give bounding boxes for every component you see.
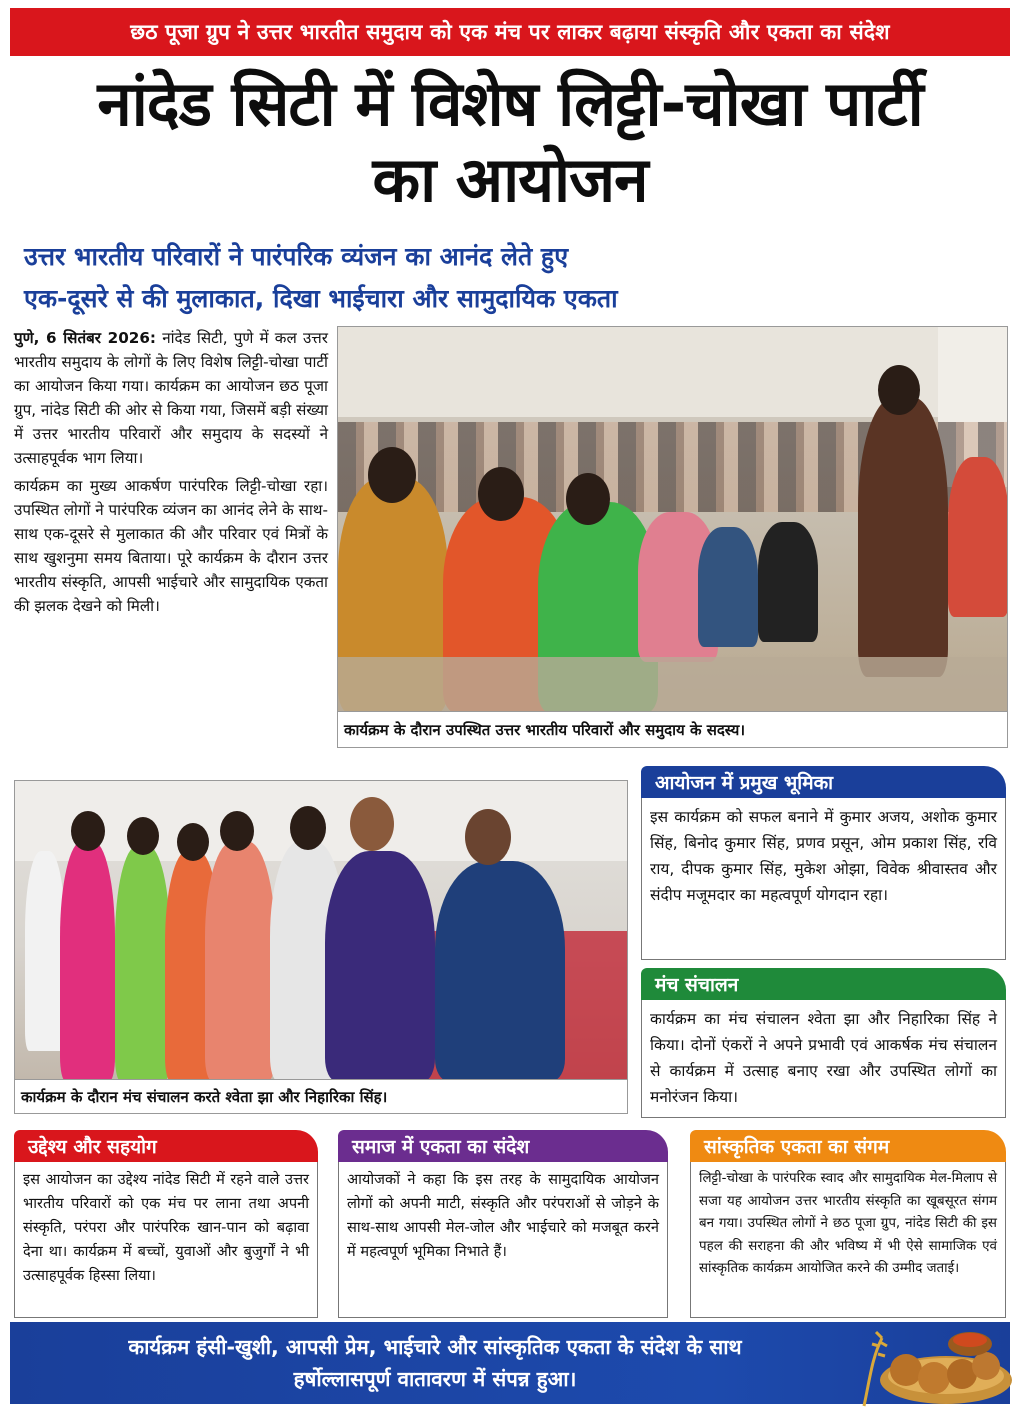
organizers-heading-text: आयोजन में प्रमुख भूमिका [655,772,834,794]
footer-line-1: कार्यक्रम हंसी-खुशी, आपसी प्रेम, भाईचारे और सांस्कृतिक एकता के संदेश के साथ [128,1335,742,1359]
purpose-heading-text: उद्देश्य और सहयोग [28,1136,157,1158]
stage-photo [14,780,628,1080]
subheadline [24,236,1004,320]
unity-heading [338,1130,668,1162]
headline-line-1: नांदेड सिटी में विशेष लिट्टी-चोखा पार्टी [97,67,923,140]
unity-body: आयोजकों ने कहा कि इस तरह के सामुदायिक आयोजन लोगों को अपनी माटी, संस्कृति और परंपराओं से जोड़ने के साथ-साथ आपसी मेल-जोल और भाईचारे को मजबूत करने में महत्वपूर्ण भूमिका निभाते हैं। [338,1162,668,1318]
dateline: पुणे, 6 सितंबर 2026: [14,329,156,347]
culture-body: लिट्टी-चोखा के पारंपरिक स्वाद और सामुदायिक मेल-मिलाप से सजा यह आयोजन उत्तर भारतीय संस्कृति का खूबसूरत संगम बन गया। उपस्थित लोगों ने छठ पूजा ग्रुप, नांदेड सिटी की इस पहल की सराहना की और भविष्य में भी ऐसे सामाजिक एवं सांस्कृतिक कार्यक्रम आयोजित करने की उम्मीद जताई। [690,1162,1006,1318]
unity-heading-text: समाज में एकता का संदेश [352,1136,530,1158]
lead-paragraph-2: कार्यक्रम का मुख्य आकर्षण पारंपरिक लिट्टी-चोखा रहा। उपस्थित लोगों ने पारंपरिक व्यंजन का आनंद लेने के साथ-साथ एक-दूसरे से मुलाकात की और परिवार एवं मित्रों के साथ खुशनुमा समय बिताया। पूरे कार्यक्रम के दौरान उत्तर भारतीय संस्कृति, आपसी भाईचारे और सामुदायिक एकता की झलक देखने को मिली। [14,477,328,615]
audience-photo-caption: कार्यक्रम के दौरान उपस्थित उत्तर भारतीय परिवारों और समुदाय के सदस्य। [337,712,1008,748]
purpose-heading [14,1130,318,1162]
top-banner-text: छठ पूजा ग्रुप ने उत्तर भारतीत समुदाय को एक मंच पर लाकर बढ़ाया संस्कृति और एकता का संदेश [130,20,890,44]
litti-chokha-plate-icon [858,1318,1014,1408]
lead-paragraph-1-text: नांदेड सिटी, पुणे में कल उत्तर भारतीय समुदाय के लोगों के लिए विशेष लिट्टी-चोखा पार्टी का आयोजन किया गया। कार्यक्रम का आयोजन छठ पूजा ग्रुप, नांदेड सिटी की ओर से किया गया, जिसमें बड़ी संख्या में उत्तर भारतीय परिवारों और समुदाय के सदस्यों ने उत्साहपूर्वक भाग लिया। [14,329,328,467]
stage-photo-caption: कार्यक्रम के दौरान मंच संचालन करते श्वेता झा और निहारिका सिंह। [14,1080,628,1114]
anchoring-body: कार्यक्रम का मंच संचालन श्वेता झा और निहारिका सिंह ने किया। दोनों एंकरों ने अपने प्रभावी एवं आकर्षक मंच संचालन से कार्यक्रम में उत्साह बनाए रखा और उपस्थित लोगों का मनोरंजन किया। [641,1000,1006,1118]
subheadline-line-2: एक-दूसरे से की मुलाकात, दिखा भाईचारा और सामुदायिक एकता [24,284,618,313]
headline-line-2: का आयोजन [372,143,648,216]
organizers-body: इस कार्यक्रम को सफल बनाने में कुमार अजय, अशोक कुमार सिंह, बिनोद कुमार सिंह, प्रणव प्रसून, ओम प्रकाश सिंह, रवि राय, दीपक कुमार सिंह, मुकेश ओझा, विवेक श्रीवास्तव और संदीप मजूमदार का महत्वपूर्ण योगदान रहा। [641,798,1006,960]
lead-paragraph-1 [14,326,328,470]
page-title [0,66,1020,218]
purpose-body: इस आयोजन का उद्देश्य नांदेड सिटी में रहने वाले उत्तर भारतीय परिवारों को एक मंच पर लाना तथा अपनी संस्कृति, परंपरा और पारंपरिक खान-पान को बढ़ावा देना था। कार्यक्रम में बच्चों, युवाओं और बुजुर्गों ने भी उत्साहपूर्वक हिस्सा लिया। [14,1162,318,1318]
subheadline-line-1: उत्तर भारतीय परिवारों ने पारंपरिक व्यंजन का आनंद लेते हुए [24,242,569,271]
audience-photo [337,326,1008,712]
footer-line-2: हर्षोल्लासपूर्ण वातावरण में संपन्न हुआ। [293,1367,577,1391]
anchoring-heading-text: मंच संचालन [655,974,739,996]
culture-heading [690,1130,1006,1162]
lead-article [14,326,328,622]
top-banner [10,8,1010,56]
anchoring-heading [641,968,1006,1000]
culture-heading-text: सांस्कृतिक एकता का संगम [704,1136,890,1158]
organizers-heading [641,766,1006,798]
